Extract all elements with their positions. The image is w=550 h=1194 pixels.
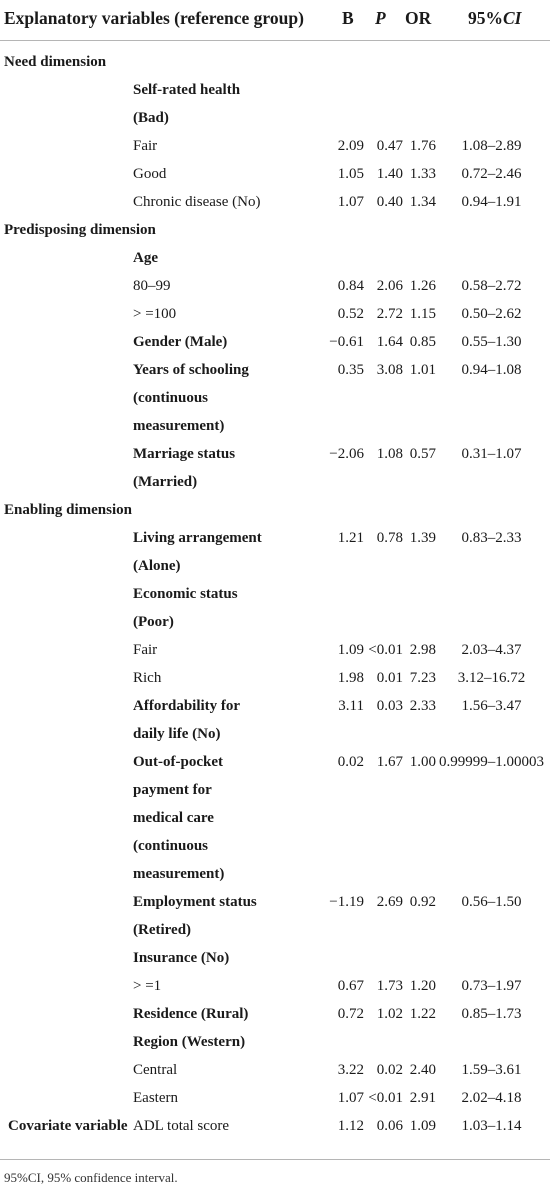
table-row	[0, 1028, 550, 1056]
cell-p: 2.06	[376, 278, 403, 294]
cell-or: 1.20	[409, 978, 436, 994]
table-row	[0, 580, 550, 608]
variable-label: Employment status	[133, 894, 257, 910]
header-p: P	[375, 8, 386, 28]
variable-label: (Retired)	[133, 922, 192, 938]
table-row	[0, 300, 550, 328]
table-row-continued	[0, 384, 550, 412]
cell-or: 0.57	[409, 446, 436, 462]
cell-or: 0.85	[409, 334, 436, 350]
cell-b: −1.19	[329, 894, 364, 910]
cell-p: 0.01	[376, 670, 403, 686]
cell-b: 3.22	[337, 1062, 364, 1078]
variable-label: Chronic disease (No)	[133, 194, 261, 210]
cell-b: 0.35	[337, 362, 364, 378]
section-label: Need dimension	[4, 54, 107, 70]
cell-ci: 0.85–1.73	[461, 1006, 522, 1022]
table-row	[0, 76, 550, 104]
variable-label: medical care	[133, 810, 214, 826]
table-row-continued	[0, 468, 550, 496]
cell-b: 1.12	[337, 1118, 364, 1134]
cell-b: 1.98	[337, 670, 364, 686]
cell-p: 1.67	[376, 754, 403, 770]
bottom-rule	[0, 1159, 550, 1160]
cell-ci: 1.03–1.14	[461, 1118, 522, 1134]
variable-label: daily life (No)	[133, 726, 221, 742]
table-row	[0, 244, 550, 272]
cell-p: <0.01	[368, 1090, 403, 1106]
table-row	[0, 1112, 550, 1140]
variable-label: measurement)	[133, 418, 225, 434]
variable-label: Marriage status	[133, 446, 236, 462]
variable-label: Central	[133, 1062, 178, 1078]
header-ci-number: 95%	[468, 8, 503, 28]
cell-or: 1.09	[409, 1118, 436, 1134]
table-row	[0, 748, 550, 776]
variable-label: ADL total score	[133, 1118, 230, 1134]
variable-label: Years of schooling	[133, 362, 249, 378]
table-row	[0, 524, 550, 552]
table-row	[0, 132, 550, 160]
header-rule	[0, 40, 550, 41]
variable-label: Economic status	[133, 586, 238, 602]
cell-ci: 0.55–1.30	[461, 334, 522, 350]
table-row	[0, 188, 550, 216]
table-row	[0, 356, 550, 384]
cell-p: 2.72	[376, 306, 403, 322]
cell-b: 0.52	[337, 306, 364, 322]
table-row	[0, 328, 550, 356]
variable-label: payment for	[133, 782, 212, 798]
cell-b: −2.06	[329, 446, 364, 462]
cell-b: 1.09	[337, 642, 364, 658]
cell-p: 0.06	[376, 1118, 403, 1134]
cell-or: 7.23	[409, 670, 436, 686]
cell-ci: 0.56–1.50	[461, 894, 522, 910]
table-row-continued	[0, 608, 550, 636]
table-row-continued	[0, 804, 550, 832]
section-label: Enabling dimension	[4, 502, 132, 518]
cell-p: 1.08	[376, 446, 403, 462]
table-row	[0, 1056, 550, 1084]
cell-p: 1.64	[376, 334, 403, 350]
cell-ci: 0.94–1.91	[461, 194, 522, 210]
cell-ci: 0.31–1.07	[461, 446, 522, 462]
variable-label: Out-of-pocket	[133, 754, 223, 770]
variable-label: Eastern	[133, 1090, 178, 1106]
cell-or: 1.01	[409, 362, 436, 378]
variable-label: Good	[133, 166, 167, 182]
cell-p: <0.01	[368, 642, 403, 658]
cell-or: 1.39	[409, 530, 436, 546]
cell-b: 0.02	[337, 754, 364, 770]
variable-label: Region (Western)	[133, 1034, 246, 1050]
cell-ci: 2.02–4.18	[461, 1090, 522, 1106]
covariate-label: Covariate variable	[8, 1118, 128, 1134]
cell-or: 1.26	[409, 278, 436, 294]
header-ci	[468, 4, 521, 32]
variable-label: Fair	[133, 138, 158, 154]
header-variable: Explanatory variables (reference group)	[4, 8, 304, 28]
table-row	[0, 160, 550, 188]
table-row	[0, 692, 550, 720]
section-row	[0, 216, 550, 244]
cell-p: 0.40	[376, 194, 403, 210]
variable-label: Age	[133, 250, 158, 266]
variable-label: Gender (Male)	[133, 334, 228, 350]
variable-label: 80–99	[133, 278, 171, 294]
header-or: OR	[405, 8, 432, 28]
variable-label: (Bad)	[133, 110, 169, 126]
cell-p: 0.78	[376, 530, 403, 546]
variable-label: > =1	[133, 978, 162, 994]
variable-label: Self-rated health	[133, 82, 241, 98]
cell-ci: 0.72–2.46	[461, 166, 522, 182]
table-row-continued	[0, 860, 550, 888]
cell-or: 2.40	[409, 1062, 436, 1078]
variable-label: > =100	[133, 306, 177, 322]
table-row-continued	[0, 412, 550, 440]
cell-p: 3.08	[376, 362, 403, 378]
cell-b: 1.21	[337, 530, 364, 546]
variable-label: Rich	[133, 670, 162, 686]
cell-ci: 1.08–2.89	[461, 138, 522, 154]
cell-or: 1.33	[409, 166, 436, 182]
table-row	[0, 440, 550, 468]
table-row-continued	[0, 832, 550, 860]
cell-b: 0.67	[337, 978, 364, 994]
cell-p: 1.73	[376, 978, 403, 994]
cell-or: 0.92	[409, 894, 436, 910]
cell-b: 1.07	[337, 1090, 364, 1106]
section-row	[0, 48, 550, 76]
cell-b: 1.05	[337, 166, 364, 182]
table-row-continued	[0, 776, 550, 804]
cell-b: 2.09	[337, 138, 364, 154]
cell-b: −0.61	[329, 334, 364, 350]
variable-label: (continuous	[133, 390, 209, 406]
cell-ci: 0.99999–1.00003	[439, 754, 544, 770]
cell-ci: 0.83–2.33	[461, 530, 522, 546]
cell-ci: 0.94–1.08	[461, 362, 522, 378]
cell-ci: 0.73–1.97	[461, 978, 522, 994]
cell-p: 0.02	[376, 1062, 403, 1078]
section-label: Predisposing dimension	[4, 222, 156, 238]
cell-b: 0.84	[337, 278, 364, 294]
cell-p: 1.02	[376, 1006, 403, 1022]
cell-or: 1.15	[409, 306, 436, 322]
header-ci-italic: CI	[503, 8, 522, 28]
cell-p: 0.47	[376, 138, 403, 154]
cell-ci: 3.12–16.72	[457, 670, 526, 686]
variable-label: (continuous	[133, 838, 209, 854]
variable-label: Residence (Rural)	[133, 1006, 249, 1022]
cell-b: 0.72	[337, 1006, 364, 1022]
variable-label: Insurance (No)	[133, 950, 230, 966]
variable-label: (Alone)	[133, 558, 181, 574]
variable-label: Living arrangement	[133, 530, 262, 546]
section-row	[0, 496, 550, 524]
table-row	[0, 272, 550, 300]
variable-label: (Married)	[133, 474, 198, 490]
cell-or: 2.98	[409, 642, 436, 658]
cell-b: 1.07	[337, 194, 364, 210]
table-row	[0, 636, 550, 664]
cell-or: 2.33	[409, 698, 436, 714]
cell-or: 1.34	[409, 194, 436, 210]
table-row-continued	[0, 720, 550, 748]
variable-label: Affordability for	[133, 698, 241, 714]
table-row	[0, 944, 550, 972]
table-row-continued	[0, 916, 550, 944]
cell-or: 1.00	[409, 754, 436, 770]
footnote: 95%CI, 95% confidence interval.	[4, 1170, 178, 1185]
variable-label: Fair	[133, 642, 158, 658]
cell-b: 3.11	[338, 698, 364, 714]
cell-ci: 2.03–4.37	[461, 642, 522, 658]
table-row	[0, 1084, 550, 1112]
variable-label: (Poor)	[133, 614, 174, 630]
table-row	[0, 888, 550, 916]
cell-p: 1.40	[376, 166, 403, 182]
table-row-continued	[0, 104, 550, 132]
header-b: B	[342, 8, 354, 28]
cell-or: 1.76	[409, 138, 436, 154]
table-row	[0, 664, 550, 692]
cell-ci: 1.56–3.47	[461, 698, 522, 714]
table-row-continued	[0, 552, 550, 580]
variable-label: measurement)	[133, 866, 225, 882]
cell-p: 0.03	[376, 698, 403, 714]
cell-ci: 1.59–3.61	[461, 1062, 522, 1078]
table-row	[0, 972, 550, 1000]
table-row	[0, 1000, 550, 1028]
cell-p: 2.69	[376, 894, 403, 910]
cell-ci: 0.50–2.62	[461, 306, 522, 322]
cell-ci: 0.58–2.72	[461, 278, 522, 294]
cell-or: 2.91	[409, 1090, 436, 1106]
cell-or: 1.22	[409, 1006, 436, 1022]
